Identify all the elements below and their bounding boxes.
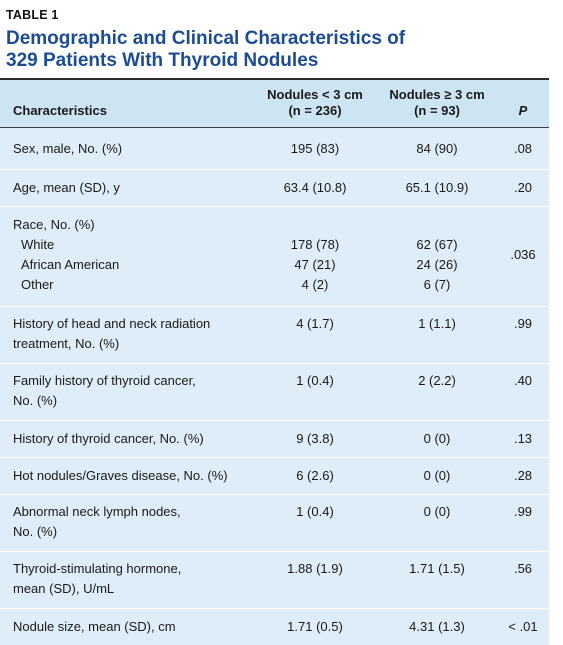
header-p-value: P (518, 103, 528, 118)
row-label: History of thyroid cancer, No. (%) (13, 431, 204, 446)
race-other-small: 4 (2) (301, 277, 329, 292)
row-label-line-1: Family history of thyroid cancer, (13, 373, 196, 388)
table-row-tsh (0, 552, 549, 609)
row-label: Age, mean (SD), y (13, 180, 120, 195)
table-title (6, 28, 546, 72)
header-nodules-large-line-2: (n = 93) (414, 103, 460, 118)
data-table (0, 80, 549, 645)
cell-nodules-small: 1 (0.4) (296, 373, 334, 388)
table-row-radiation (0, 307, 549, 364)
cell-nodules-large (378, 235, 496, 295)
cell-nodules-small: 1.88 (1.9) (287, 561, 343, 576)
cell-nodules-small: 1.71 (0.5) (287, 619, 343, 634)
header-characteristics: Characteristics (13, 103, 107, 118)
race-other-large: 6 (7) (423, 277, 451, 292)
row-label (13, 314, 210, 354)
cell-p-value: < .01 (508, 619, 538, 634)
cell-p-value: .036 (510, 247, 536, 262)
table-row-history-cancer (0, 421, 549, 458)
table-title-line-2: 329 Patients With Thyroid Nodules (6, 50, 319, 71)
row-label-line-1: Abnormal neck lymph nodes, (13, 504, 181, 519)
cell-p-value: .99 (513, 504, 533, 519)
race-white-label: White (21, 237, 55, 252)
header-nodules-small (255, 87, 375, 119)
row-label-line-2: No. (%) (13, 393, 58, 408)
header-nodules-large (378, 87, 496, 119)
row-label (13, 371, 196, 411)
cell-nodules-large: 0 (0) (423, 468, 451, 483)
race-other-label: Other (21, 277, 54, 292)
cell-nodules-large: 0 (0) (423, 431, 451, 446)
header-nodules-small-line-2: (n = 236) (288, 103, 342, 118)
row-label-stack (13, 215, 119, 295)
row-label (13, 502, 181, 542)
table-row-hot-nodules (0, 458, 549, 495)
header-nodules-large-line-1: Nodules ≥ 3 cm (389, 87, 485, 102)
cell-nodules-large: 1.71 (1.5) (409, 561, 465, 576)
table-label: TABLE 1 (6, 8, 59, 22)
cell-nodules-small: 6 (2.6) (296, 468, 334, 483)
cell-nodules-large: 1 (1.1) (418, 316, 456, 331)
cell-p-value: .40 (513, 373, 533, 388)
row-label: Race, No. (%) (13, 217, 95, 232)
header-nodules-small-line-1: Nodules < 3 cm (267, 87, 363, 102)
cell-p-value: .56 (513, 561, 533, 576)
cell-nodules-small: 63.4 (10.8) (283, 180, 347, 195)
cell-nodules-small: 4 (1.7) (296, 316, 334, 331)
cell-nodules-large: 65.1 (10.9) (405, 180, 469, 195)
row-label: Hot nodules/Graves disease, No. (%) (13, 468, 228, 483)
row-label: Nodule size, mean (SD), cm (13, 619, 176, 634)
table-row-race (0, 207, 549, 307)
row-label-line-1: History of head and neck radiation (13, 316, 211, 331)
row-label-line-1: Thyroid-stimulating hormone, (13, 561, 182, 576)
cell-nodules-large: 4.31 (1.3) (409, 619, 465, 634)
cell-p-value: .08 (513, 141, 533, 156)
row-label (13, 559, 181, 599)
cell-nodules-small (255, 235, 375, 295)
cell-p-value: .13 (513, 431, 533, 446)
table-header (0, 80, 549, 128)
table-row-age (0, 170, 549, 207)
cell-p-value: .99 (513, 316, 533, 331)
race-african-american-small: 47 (21) (294, 257, 336, 272)
race-white-large: 62 (67) (416, 237, 458, 252)
row-label-line-2: No. (%) (13, 524, 58, 539)
race-african-american-label: African American (21, 257, 120, 272)
cell-nodules-small: 1 (0.4) (296, 504, 334, 519)
row-label-line-2: treatment, No. (%) (13, 336, 120, 351)
table-row-nodule-size (0, 609, 549, 645)
cell-nodules-large: 84 (90) (416, 141, 458, 156)
race-white-small: 178 (78) (290, 237, 340, 252)
cell-p-value: .28 (513, 468, 533, 483)
table-title-line-1: Demographic and Clinical Characteristics of (6, 28, 406, 49)
cell-nodules-small: 9 (3.8) (296, 431, 334, 446)
table-row-lymph-nodes (0, 495, 549, 552)
cell-p-value: .20 (513, 180, 533, 195)
cell-nodules-large: 2 (2.2) (418, 373, 456, 388)
row-label: Sex, male, No. (%) (13, 141, 123, 156)
cell-nodules-small: 195 (83) (290, 141, 340, 156)
race-african-american-large: 24 (26) (416, 257, 458, 272)
table-row-sex (0, 128, 549, 170)
row-label-line-2: mean (SD), U/mL (13, 581, 115, 596)
table-row-family-history (0, 364, 549, 421)
cell-nodules-large: 0 (0) (423, 504, 451, 519)
